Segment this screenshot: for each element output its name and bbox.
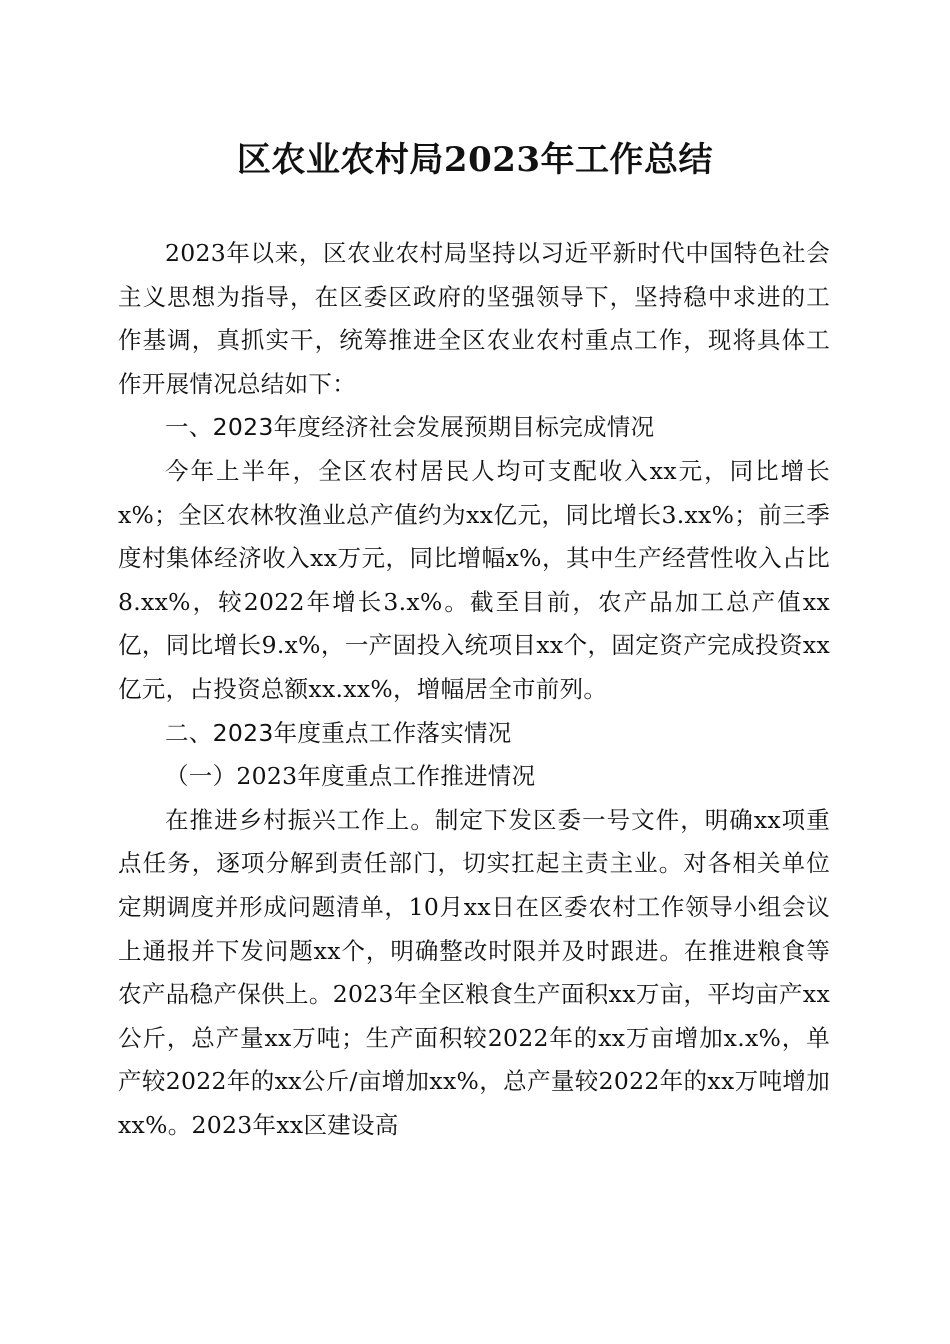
intro-paragraph: 2023年以来，区农业农村局坚持以习近平新时代中国特色社会主义思想为指导，在区委区政府的坚强领导下，坚持稳中求进的工作基调，真抓实干，统筹推进全区农业农村重点工作，现将具体工作开展情况总结如下： <box>118 239 830 398</box>
section-2-heading: 二、2023年度重点工作落实情况 <box>165 718 512 747</box>
section-2-subheading: （一）2023年度重点工作推进情况 <box>165 762 536 791</box>
document-title: 区农业农村局2023年工作总结 <box>236 140 714 180</box>
section-1-heading: 一、2023年度经济社会发展预期目标完成情况 <box>165 413 655 442</box>
section-2-paragraph: 在推进乡村振兴工作上。制定下发区委一号文件，明确xx项重点任务，逐项分解到责任部门，切实扛起主责主业。对各相关单位定期调度并形成问题清单，10月xx日在区委农村工作领导小组会议上通报并下发问题xx个，明确整改时限并及时跟进。在推进粮食等农产品稳产保供上。2023年全区粮食生产面积xx万亩，平均亩产xx公斤，总产量xx万吨；生产面积较2022年的xx万亩增加x.x%，单产较2022年的xx公斤/亩增加xx%，总产量较2022年的xx万吨增加xx%。2023年xx区建设高 <box>118 805 830 1139</box>
section-1-paragraph: 今年上半年，全区农村居民人均可支配收入xx元，同比增长x%；全区农林牧渔业总产值约为xx亿元，同比增长3.xx%；前三季度村集体经济收入xx万元，同比增幅x%，其中生产经营性收入占比8.xx%，较2022年增长3.x%。截至目前，农产品加工总产值xx亿，同比增长9.x%，一产固投入统项目xx个，固定资产完成投资xx亿元，占投资总额xx.xx%，增幅居全市前列。 <box>118 456 830 703</box>
document-body <box>118 232 830 1147</box>
